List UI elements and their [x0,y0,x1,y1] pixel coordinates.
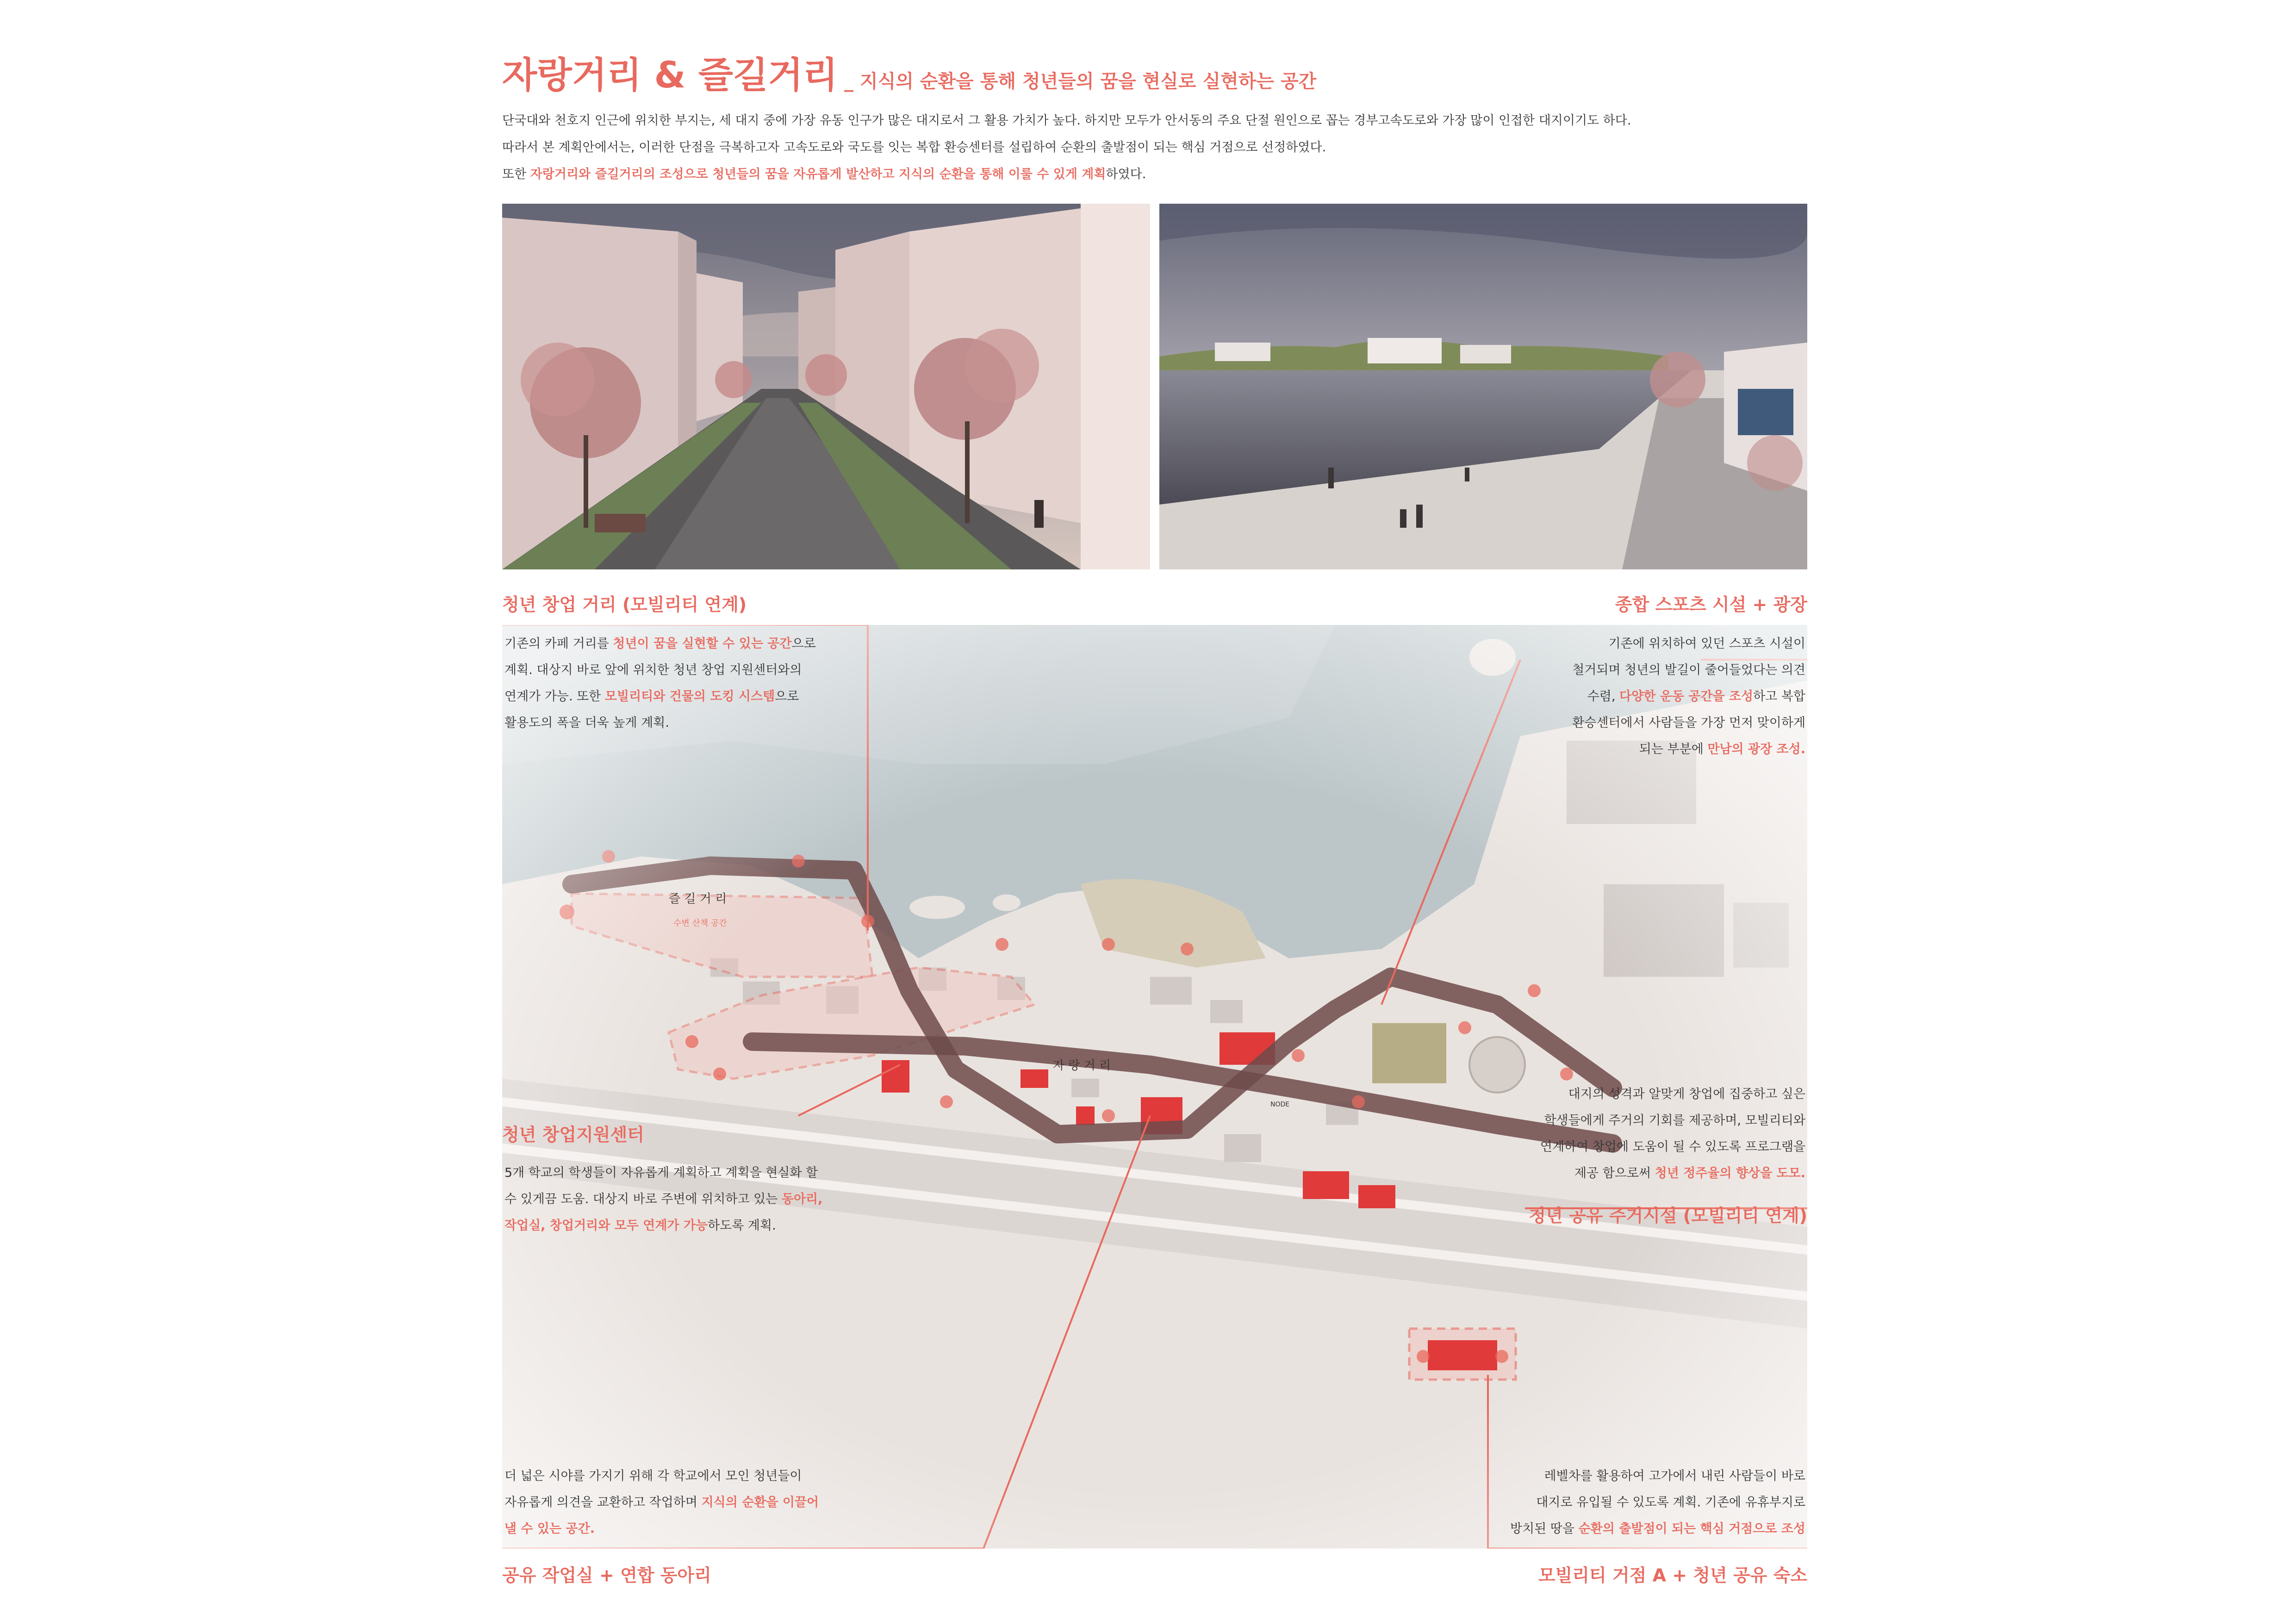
sports-l2: 철거되며 청년의 발길이 줄어들었다는 의견 [1572,663,1805,677]
section-title-sports: 종합 스포츠 시설 + 광장 [1615,594,1807,615]
map-label-jeulgil: 즐 길 거 리 [669,892,727,906]
section-desc-workspace [504,1463,875,1542]
section-title-mobility: 모빌리티 거점 A + 청년 공유 숙소 [1538,1565,1807,1586]
section-title-startup-street: 청년 창업 거리 (모빌리티 연계) [502,594,747,615]
intro-line-3-post: 하였다. [1106,167,1146,181]
housing-l4a: 제공 함으로써 [1574,1166,1655,1181]
startup-street-l3a: 연계가 가능. 또한 [504,689,605,704]
housing-l1: 대지의 성격과 알맞게 창업에 집중하고 싶은 [1568,1087,1805,1101]
sports-l3a: 수렴, [1587,689,1620,704]
startup-street-l3b: 모빌리티와 건물의 도킹 시스템 [604,689,775,704]
sports-l1: 기존에 위치하여 있던 스포츠 시설이 [1608,637,1805,651]
support-center-l1: 5개 학교의 학생들이 자유롭게 계획하고 계획을 현실화 할 [504,1166,818,1180]
sports-l3c: 하고 복합 [1753,689,1805,704]
section-desc-sports [1454,631,1805,762]
sports-l3b: 다양한 운동 공간을 조성 [1619,689,1754,704]
startup-street-l3c: 으로 [775,689,799,704]
support-center-l2b: 동아리, [781,1192,823,1206]
section-title-housing: 청년 공유 주거시설 (모빌리티 연계) [1529,1206,1807,1226]
support-center-l3b: 하도록 계획. [708,1218,776,1233]
mobility-l1: 레벨차를 활용하여 고가에서 내린 사람들이 바로 [1544,1469,1805,1483]
sports-l4: 환승센터에서 사람들을 가장 먼저 맞이하게 [1572,716,1805,730]
sports-l5b: 만남의 광장 조성. [1707,742,1805,756]
page-title [502,46,1316,98]
mobility-l3a: 방치된 땅을 [1510,1522,1579,1536]
startup-street-l4: 활용도의 폭을 더욱 높게 계획. [504,716,669,730]
intro-text [502,107,1891,188]
intro-line-3-highlight: 자랑거리와 즐길거리의 조성으로 청년들의 꿈을 자유롭게 발산하고 지식의 순환을 통해 이룰 수 있게 계획 [530,167,1106,181]
section-desc-mobility [1454,1463,1805,1542]
intro-line-3 [502,161,1891,188]
title-subtitle: _ 지식의 순환을 통해 청년들의 꿈을 현실로 실현하는 공간 [844,71,1317,92]
waterfront-render-image [1159,204,1807,569]
render-street-perspective [502,204,1150,569]
housing-l4b: 청년 정주율의 향상을 도모. [1655,1166,1805,1181]
intro-line-2: 따라서 본 계획안에서는, 이러한 단점을 극복하고자 고속도로와 국도를 잇는 복합 환승센터를 설립하여 순환의 출발점이 되는 핵심 거점으로 선정하였다. [502,140,1326,155]
mobility-l2: 대지로 유입될 수 있도록 계획. 기존에 유휴부지로 [1536,1495,1805,1510]
mobility-l3b: 순환의 출발점이 되는 핵심 거점으로 조성 [1578,1522,1805,1536]
render-waterfront-perspective [1159,204,1807,569]
title-main: 자랑거리 & 즐길거리 [502,55,838,96]
support-center-l3a: 작업실, 창업거리와 모두 연계가 가능 [504,1218,708,1233]
startup-street-l1b: 청년이 꿈을 실현할 수 있는 공간 [613,637,792,651]
workspace-l3: 낼 수 있는 공간. [504,1522,595,1536]
startup-street-l1a: 기존의 카페 거리를 [504,637,613,651]
startup-street-l2: 계획. 대상지 바로 앞에 위치한 청년 창업 지원센터와의 [504,663,802,677]
startup-street-l1c: 으로 [791,637,816,651]
map-label-node: NODE [1270,1101,1290,1108]
support-center-l2a: 수 있게끔 도움. 대상지 바로 주변에 위치하고 있는 [504,1192,782,1206]
section-desc-housing [1454,1081,1805,1187]
intro-line-3-pre: 또한 [502,167,530,181]
section-title-workspace: 공유 작업실 + 연합 동아리 [502,1565,711,1586]
section-desc-startup-street [504,631,856,736]
map-label-jeulgil-sub: 수변 산책 공간 [673,918,727,928]
workspace-l2b: 지식의 순환을 이끌어 [701,1495,819,1510]
section-desc-support-center [504,1160,875,1239]
map-label-jarang: 자 랑 거 리 [1053,1059,1111,1073]
workspace-l2a: 자유롭게 의견을 교환하고 작업하며 [504,1495,702,1510]
sports-l5a: 되는 부분에 [1639,742,1708,756]
housing-l2: 학생들에게 주거의 기회를 제공하며, 모빌리티와 [1544,1113,1805,1128]
intro-line-1: 단국대와 천호지 인근에 위치한 부지는, 세 대지 중에 가장 유동 인구가 많은 대지로서 그 활용 가치가 높다. 하지만 모두가 안서동의 주요 단절 원인으로 꼽는 경부고속도로와 가장 많이 인접한 대지이기도 하다. [502,113,1631,128]
workspace-l1: 더 넓은 시야를 가지기 위해 각 학교에서 모인 청년들이 [504,1469,802,1483]
section-title-support-center: 청년 창업지원센터 [502,1124,644,1145]
street-render-image [502,204,1150,569]
housing-l3: 연계하여 창업에 도움이 될 수 있도록 프로그램을 [1540,1140,1805,1154]
